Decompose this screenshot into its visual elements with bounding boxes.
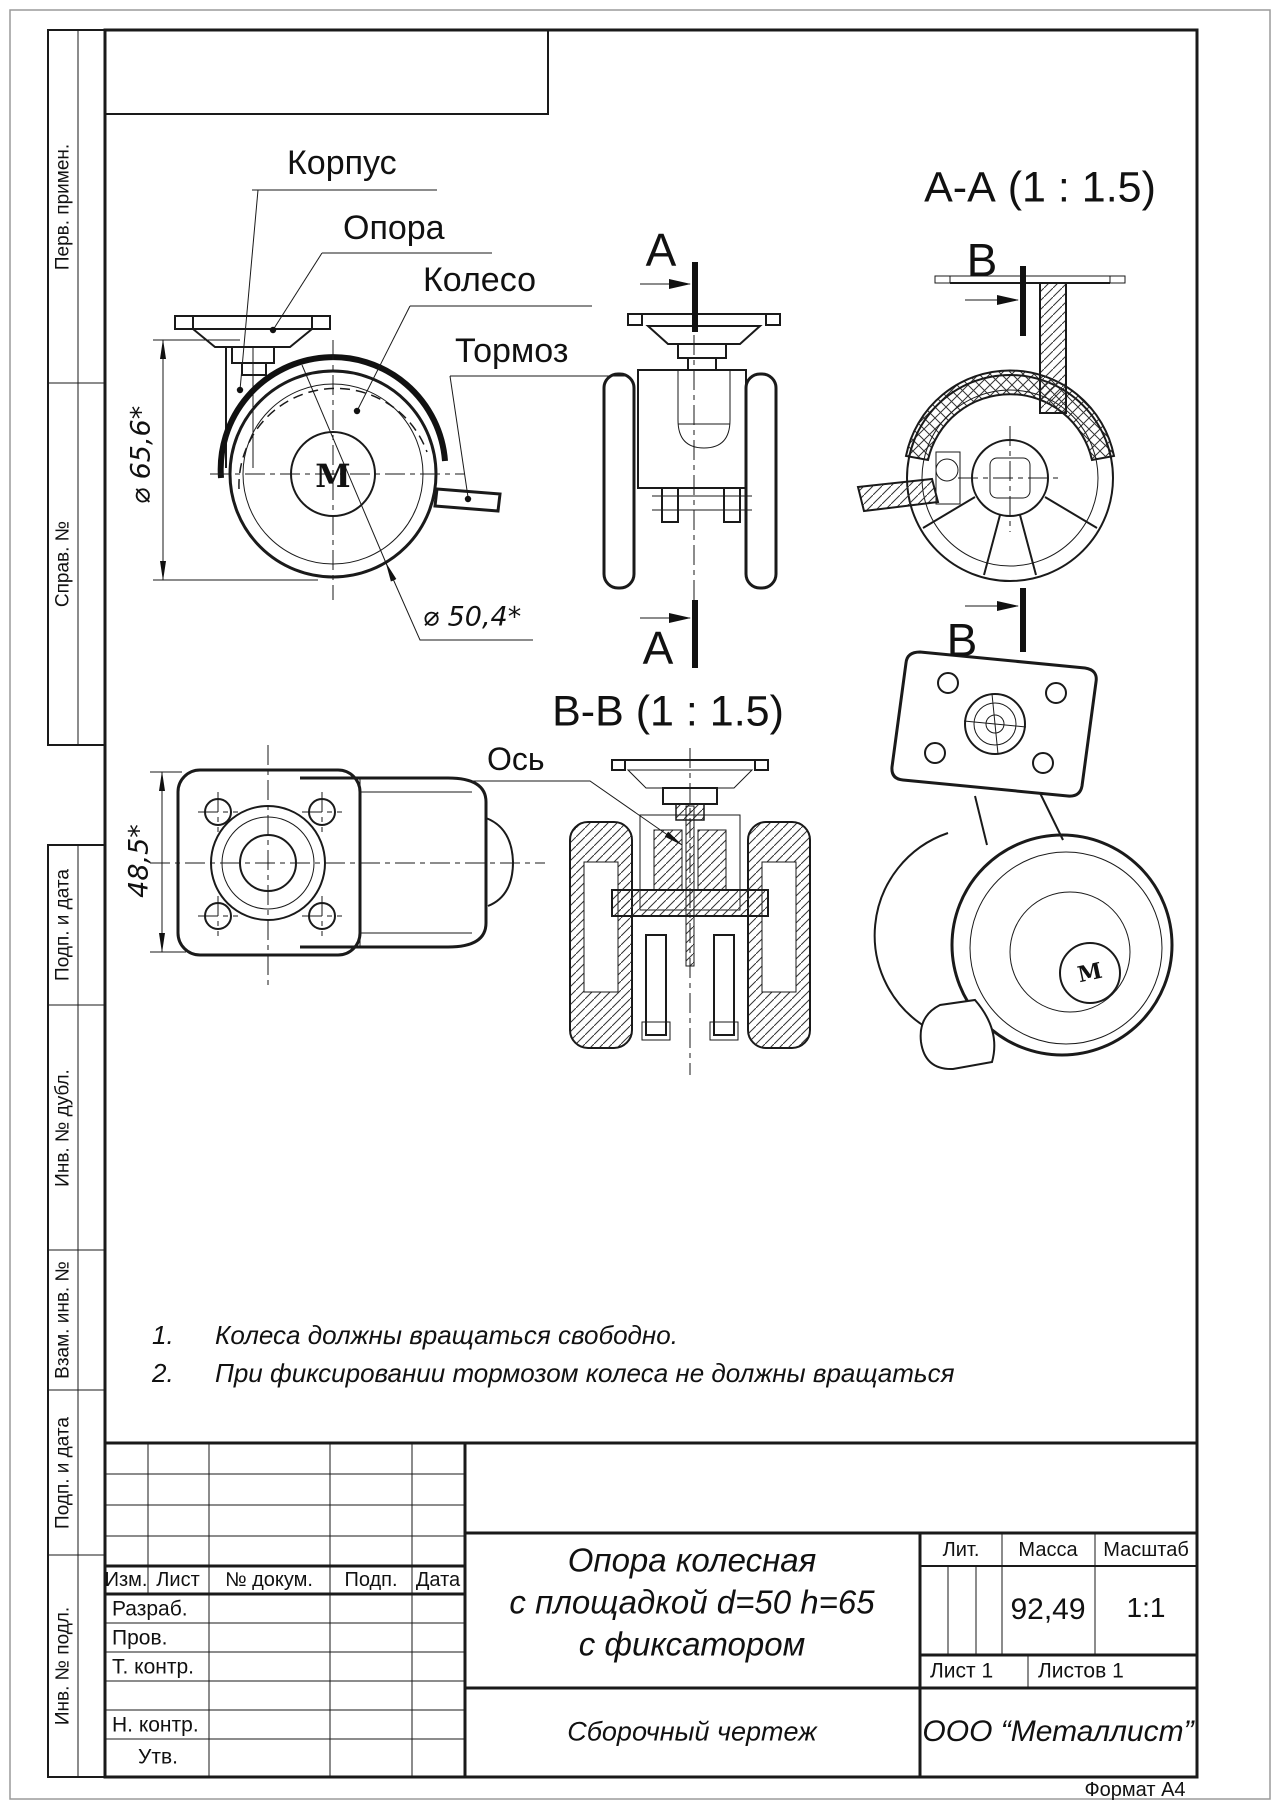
note-2-text: При фиксировании тормозом колеса не должны вращаться <box>215 1358 955 1388</box>
company-name: ООО “Металлист” <box>922 1715 1194 1748</box>
mass-value: 92,49 <box>1010 1593 1086 1626</box>
rev-col-docnum: № докум. <box>225 1569 313 1591</box>
row-t-kontr: Т. контр. <box>112 1655 195 1679</box>
note-1-number: 1. <box>152 1320 174 1350</box>
doc-name-line-1: Опора колесная <box>567 1541 817 1579</box>
stamp-podp-data-1: Подп. и дата <box>52 869 74 981</box>
note-1-text: Колеса должны вращаться свободно. <box>215 1320 678 1350</box>
format-note: Формат А4 <box>1084 1779 1186 1801</box>
doc-name-line-3: с фиксатором <box>578 1625 806 1663</box>
row-razrab: Разраб. <box>112 1597 188 1621</box>
doc-type: Сборочный чертеж <box>567 1716 817 1747</box>
mass-label: Масса <box>1018 1539 1078 1561</box>
wheel-logo-front: М <box>315 457 351 495</box>
rev-col-list: Лист <box>156 1569 200 1591</box>
doc-name-line-2: с площадкой d=50 h=65 <box>509 1583 875 1621</box>
isometric-view <box>875 652 1172 1069</box>
section-letter-a-bottom: А <box>642 622 674 674</box>
scale-value: 1:1 <box>1126 1592 1166 1623</box>
rev-col-podp: Подп. <box>344 1569 398 1591</box>
label-os: Ось <box>487 741 545 777</box>
sheet-number: Лист 1 <box>930 1659 994 1683</box>
section-aa-heading: А-А (1 : 1.5) <box>924 163 1156 212</box>
dimension-wheel-outer: ⌀ 65,6* <box>125 405 157 505</box>
main-front-view <box>153 190 627 640</box>
section-letter-b-bottom: В <box>946 614 978 666</box>
stamp-vzam-inv: Взам. инв. № <box>52 1261 74 1379</box>
row-utv: Утв. <box>138 1745 178 1769</box>
dimension-wheel-inner: ⌀ 50,4* <box>422 601 522 633</box>
section-bb-heading: В-В (1 : 1.5) <box>552 687 784 736</box>
label-koleso: Колесо <box>423 261 537 299</box>
section-bb-view <box>467 748 810 1075</box>
label-opora: Опора <box>343 209 445 247</box>
lit-label: Лит. <box>942 1539 980 1561</box>
row-n-kontr: Н. контр. <box>112 1713 199 1737</box>
stamp-inv-dubl: Инв. № дубл. <box>52 1069 74 1187</box>
row-prov: Пров. <box>112 1626 168 1650</box>
dimension-plate-height: 48,5* <box>123 824 155 898</box>
stamp-sprav-no: Справ. № <box>52 520 74 608</box>
sheets-total: Листов 1 <box>1038 1659 1124 1683</box>
note-2-number: 2. <box>152 1358 174 1388</box>
label-tormoz: Тормоз <box>455 332 569 370</box>
stamp-inv-podl: Инв. № подл. <box>52 1606 74 1726</box>
label-korpus: Корпус <box>287 144 397 182</box>
wheel-logo-isometric: М <box>1075 957 1105 989</box>
stamp-perv-primen: Перв. примен. <box>52 143 74 271</box>
stamp-podp-data-2: Подп. и дата <box>52 1417 74 1529</box>
section-letter-a-top: А <box>645 224 677 276</box>
scale-label: Масштаб <box>1103 1539 1189 1561</box>
section-aa-view <box>858 266 1125 652</box>
front-view-section-trace <box>604 262 780 668</box>
rev-col-data: Дата <box>415 1569 461 1591</box>
section-letter-b-top: В <box>966 234 998 286</box>
rev-col-izm: Изм. <box>104 1569 148 1591</box>
